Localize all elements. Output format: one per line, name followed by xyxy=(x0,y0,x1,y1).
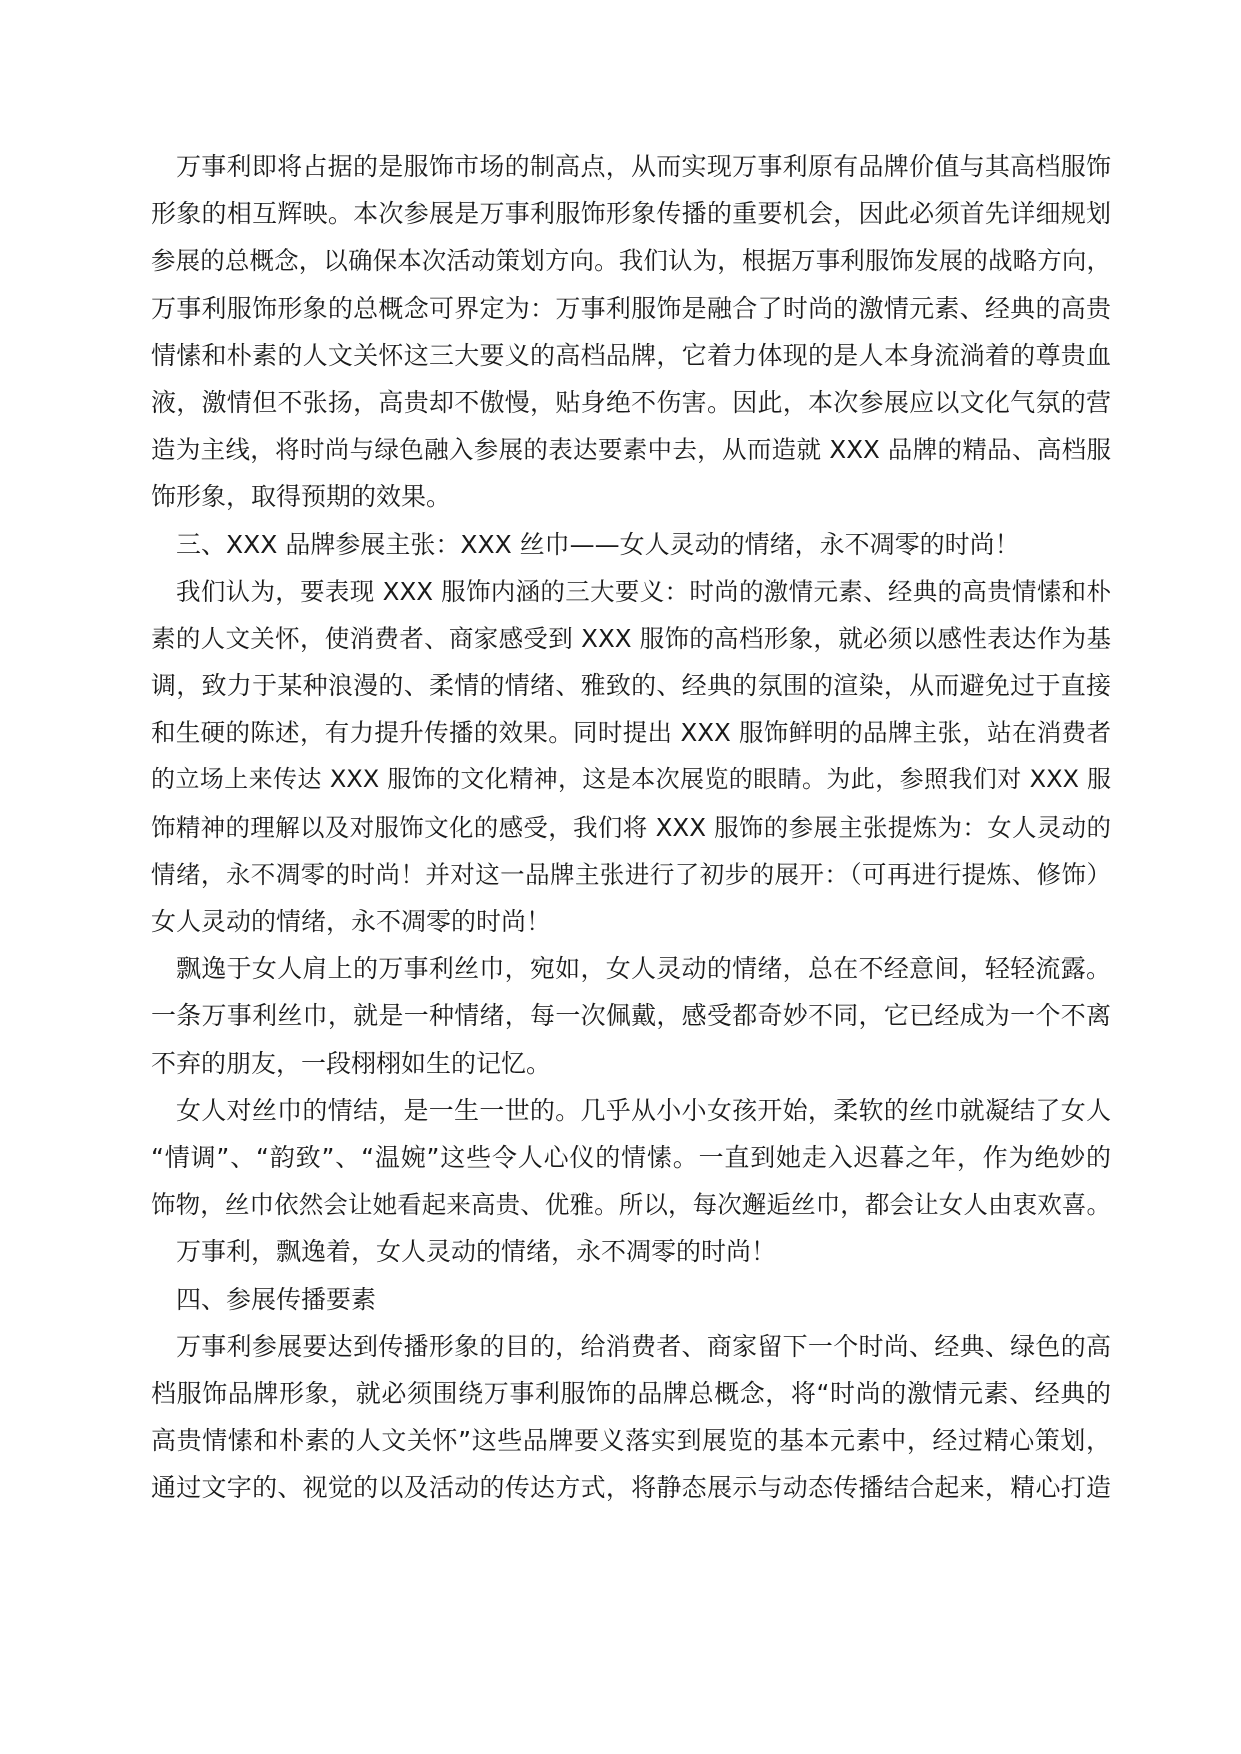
text-line: 万事利参展要达到传播形象的目的，给消费者、商家留下一个时尚、经典、绿色的高 xyxy=(176,1331,1111,1361)
text-line: 不弃的朋友，一段栩栩如生的记忆。 xyxy=(151,1048,552,1078)
text-line: 饰物，丝巾依然会让她看起来高贵、优雅。所以，每次邂逅丝巾，都会让女人由衷欢喜。 xyxy=(151,1190,1111,1220)
text-line: 高贵情愫和朴素的人文关怀”这些品牌要义落实到展览的基本元素中，经过精心策划， xyxy=(151,1426,1111,1456)
text-line: 四、参展传播要素 xyxy=(176,1284,377,1314)
text-line: 和生硬的陈述，有力提升传播的效果。同时提出 XXX 服饰鲜明的品牌主张，站在消费者 xyxy=(151,718,1111,748)
text-line: 三、XXX 品牌参展主张：XXX 丝巾——女人灵动的情绪，永不凋零的时尚！ xyxy=(176,529,1020,559)
text-line: 通过文字的、视觉的以及活动的传达方式，将静态展示与动态传播结合起来，精心打造 xyxy=(151,1473,1111,1503)
text-line: 档服饰品牌形象，就必须围绕万事利服饰的品牌总概念，将“时尚的激情元素、经典的 xyxy=(151,1378,1111,1408)
text-line: 情绪，永不凋零的时尚！并对这一品牌主张进行了初步的展开：（可再进行提炼、修饰） xyxy=(151,859,1111,889)
text-line: 形象的相互辉映。本次参展是万事利服饰形象传播的重要机会，因此必须首先详细规划 xyxy=(151,199,1111,229)
text-line: 女人灵动的情绪，永不凋零的时尚！ xyxy=(151,907,552,936)
document-body-text xyxy=(151,143,1111,1511)
text-line: 调，致力于某种浪漫的、柔情的情绪、雅致的、经典的氛围的渲染，从而避免过于直接 xyxy=(151,671,1111,701)
text-line: 的立场上来传达 XXX 服饰的文化精神，这是本次展览的眼睛。为此，参照我们对 XXX 服 xyxy=(151,765,1111,794)
text-line: 饰精神的理解以及对服饰文化的感受，我们将 XXX 服饰的参展主张提炼为：女人灵动的 xyxy=(151,812,1111,842)
text-line: 造为主线，将时尚与绿色融入参展的表达要素中去，从而造就 XXX 品牌的精品、高档服 xyxy=(151,435,1111,465)
text-line: 万事利服饰形象的总概念可界定为：万事利服饰是融合了时尚的激情元素、经典的高贵 xyxy=(151,293,1111,323)
text-line: 飘逸于女人肩上的万事利丝巾，宛如，女人灵动的情绪，总在不经意间，轻轻流露。 xyxy=(176,954,1111,984)
text-line: “情调”、“韵致”、“温婉”这些令人心仪的情愫。一直到她走入迟暮之年，作为绝妙的 xyxy=(151,1142,1111,1172)
text-line: 女人对丝巾的情结，是一生一世的。几乎从小小女孩开始，柔软的丝巾就凝结了女人 xyxy=(176,1095,1111,1125)
text-line: 万事利即将占据的是服饰市场的制高点，从而实现万事利原有品牌价值与其高档服饰 xyxy=(176,152,1111,181)
text-line: 参展的总概念，以确保本次活动策划方向。我们认为，根据万事利服饰发展的战略方向， xyxy=(151,246,1111,276)
text-line: 饰形象，取得预期的效果。 xyxy=(151,482,452,512)
text-line: 情愫和朴素的人文关怀这三大要义的高档品牌，它着力体现的是人本身流淌着的尊贵血 xyxy=(151,340,1111,370)
text-line: 一条万事利丝巾，就是一种情绪，每一次佩戴，感受都奇妙不同，它已经成为一个不离 xyxy=(151,1001,1111,1031)
text-line: 素的人文关怀，使消费者、商家感受到 XXX 服饰的高档形象，就必须以感性表达作为基 xyxy=(151,623,1111,653)
text-line: 我们认为，要表现 XXX 服饰内涵的三大要义：时尚的激情元素、经典的高贵情愫和朴 xyxy=(176,576,1111,606)
text-line: 液，激情但不张扬，高贵却不傲慢，贴身绝不伤害。因此，本次参展应以文化气氛的营 xyxy=(151,387,1111,417)
text-line: 万事利，飘逸着，女人灵动的情绪，永不凋零的时尚！ xyxy=(176,1237,777,1267)
